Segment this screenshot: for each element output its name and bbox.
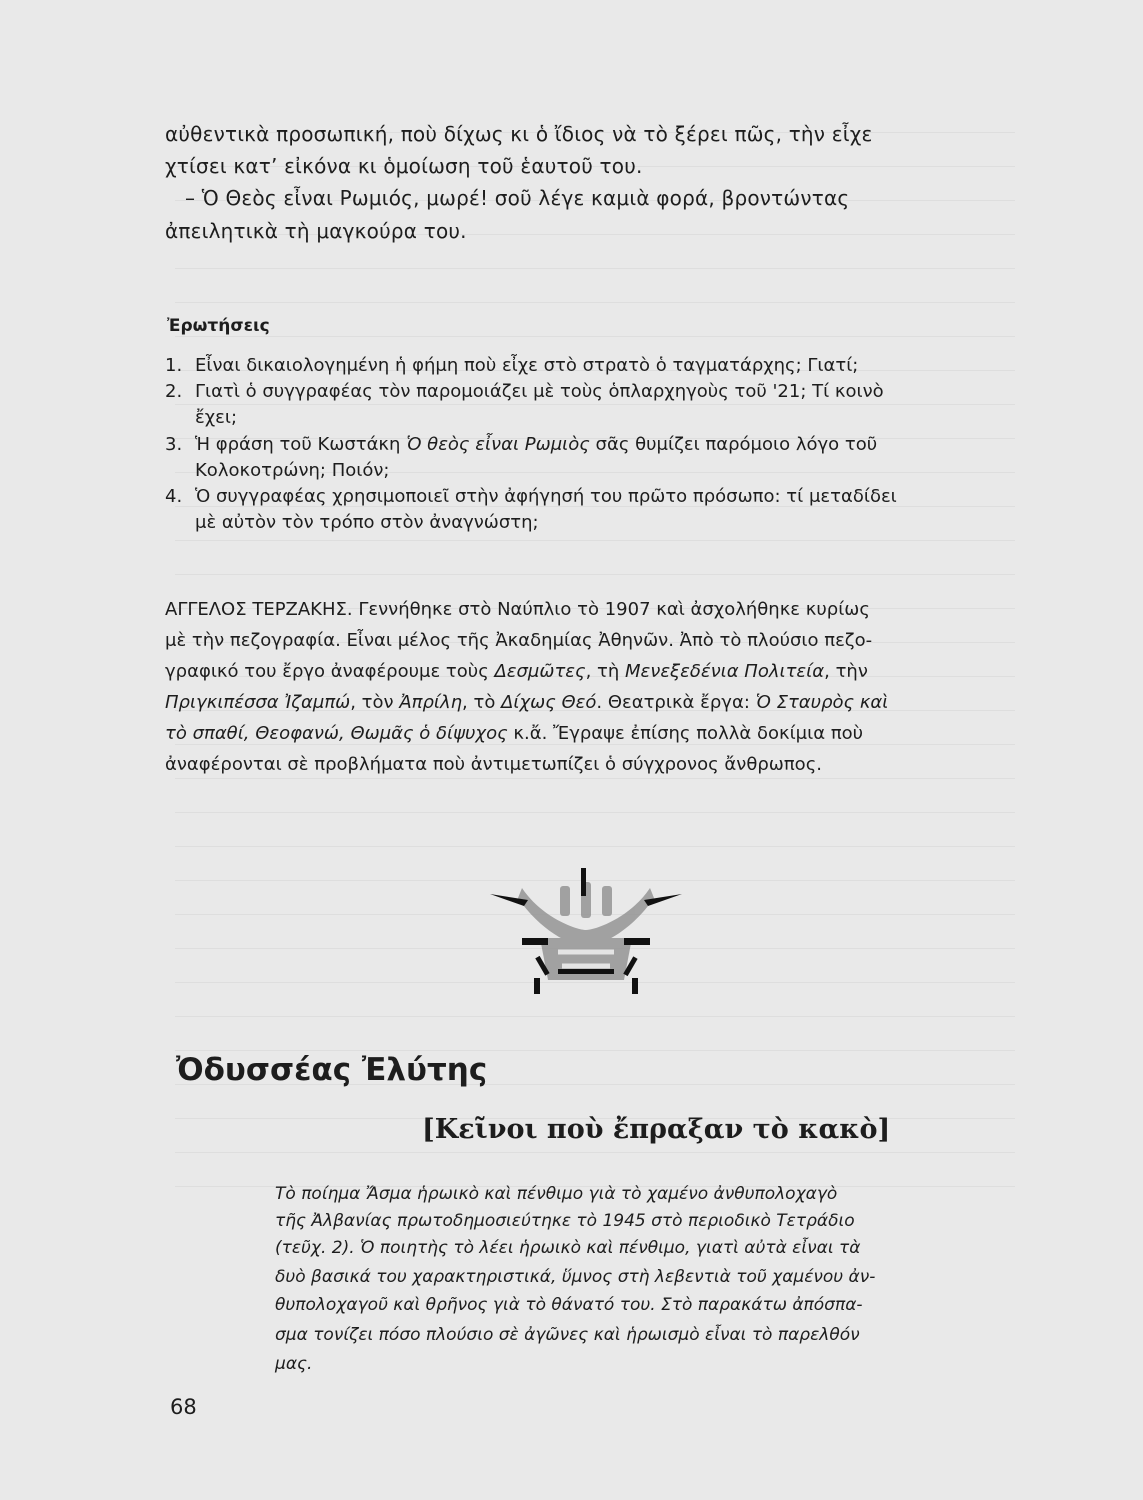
paragraph-line: – Ὁ Θεὸς εἶναι Ρωμιός, μωρέ! σοῦ λέγε καμιὰ φορά, βροντώντας <box>185 186 850 210</box>
book-title: τὸ σπαθί, Θεοφανώ, Θωμᾶς ὁ δίψυχος <box>165 723 508 744</box>
bio-line <box>165 718 863 749</box>
intro-line: τῆς Ἀλβανίας πρωτοδημοσιεύτηκε τὸ 1945 στὸ περιοδικὸ Τετράδιο <box>275 1211 855 1231</box>
bio-text: , τὴ <box>585 661 626 682</box>
bio-text: κ.ἄ. Ἔγραψε ἐπίσης πολλὰ δοκίμια ποὺ <box>507 723 864 744</box>
question-number: 2. <box>165 381 183 402</box>
bio-text: . Θεατρικὰ ἔργα: <box>596 692 756 713</box>
intro-line: μας. <box>275 1354 313 1374</box>
intro-line: (τεῦχ. 2). Ὁ ποιητὴς τὸ λέει ἡρωικὸ καὶ πένθιμο, γιατὶ αὐτὰ εἶναι τὰ <box>275 1238 861 1258</box>
question-number: 3. <box>165 434 183 455</box>
bio-text: γραφικό του ἔργο ἀναφέρουμε τοὺς <box>165 661 495 682</box>
question-1 <box>165 353 858 379</box>
bio-text: , τὸν <box>350 692 400 713</box>
book-title: Δεσμῶτες <box>494 661 586 682</box>
bio-text: , τὴν <box>824 661 868 682</box>
bio-line: μὲ τὴν πεζογραφία. Εἶναι μέλος τῆς Ἀκαδημίας Ἀθηνῶν. Ἀπὸ τὸ πλούσιο πεζο- <box>165 630 873 651</box>
book-title: Δίχως Θεό <box>501 692 597 713</box>
author-name: Ὀδυσσέας Ἐλύτης <box>176 1052 488 1088</box>
question-text: Ἡ φράση τοῦ Κωστάκη <box>195 434 407 455</box>
intro-line: δυὸ βασικά του χαρακτηριστικά, ὕμνος στὴ λεβεντιὰ τοῦ χαμένου ἀν- <box>275 1267 876 1287</box>
book-title: Μενεξεδένια Πολιτεία <box>625 661 825 682</box>
book-title: Ὁ Σταυρὸς καὶ <box>755 692 889 713</box>
poem-title: [Κεῖνοι ποὺ ἔπραξαν τὸ κακὸ] <box>422 1114 891 1145</box>
question-3-cont: Κολοκοτρώνη; Ποιόν; <box>195 460 390 481</box>
question-2-cont: ἔχει; <box>195 407 238 428</box>
question-text: σᾶς θυμίζει παρόμοιο λόγο τοῦ <box>589 434 878 455</box>
question-2 <box>165 379 884 405</box>
book-title: Ἀπρίλη <box>399 692 463 713</box>
paragraph-line: αὐθεντικὰ προσωπική, ποὺ δίχως κι ὁ ἴδιος νὰ τὸ ξέρει πῶς, τὴν εἶχε <box>165 122 873 146</box>
page-number: 68 <box>170 1395 197 1419</box>
question-text: Ὁ συγγραφέας χρησιμοποιεῖ στὴν ἀφήγησή του πρῶτο πρόσωπο: τί μεταδίδει <box>195 486 897 507</box>
intro-line: θυπολοχαγοῦ καὶ θρῆνος γιὰ τὸ θάνατό του. Στὸ παρακάτω ἀπόσπα- <box>275 1295 863 1315</box>
paragraph-line: χτίσει κατ’ εἰκόνα κι ὁμοίωση τοῦ ἑαυτοῦ του. <box>165 154 643 178</box>
intro-line: Τὸ ποίημα Ἄσμα ἡρωικὸ καὶ πένθιμο γιὰ τὸ χαμένο ἀνθυπολοχαγὸ <box>275 1184 838 1204</box>
question-3 <box>165 432 877 458</box>
decorative-emblem-icon <box>482 868 690 996</box>
bio-text: , τὸ <box>462 692 502 713</box>
questions-heading: Ἐρωτήσεις <box>167 316 270 336</box>
question-number: 4. <box>165 486 183 507</box>
bio-line: ἀναφέρονται σὲ προβλήματα ποὺ ἀντιμετωπίζει ὁ σύγχρονος ἄνθρωπος. <box>165 754 822 775</box>
question-text: Γιατὶ ὁ συγγραφέας τὸν παρομοιάζει μὲ τοὺς ὁπλαρχηγοὺς τοῦ '21; Τί κοινὸ <box>195 381 884 402</box>
question-4-cont: μὲ αὐτὸν τὸν τρόπο στὸν ἀναγνώστη; <box>195 512 539 533</box>
bio-line: ΑΓΓΕΛΟΣ ΤΕΡΖΑΚΗΣ. Γεννήθηκε στὸ Ναύπλιο τὸ 1907 καὶ ἀσχολήθηκε κυρίως <box>165 599 870 620</box>
question-number: 1. <box>165 355 183 376</box>
bio-line <box>165 656 868 687</box>
paragraph-line: ἀπειλητικὰ τὴ μαγκούρα του. <box>165 219 467 243</box>
intro-line: σμα τονίζει πόσο πλούσιο σὲ ἀγῶνες καὶ ἡρωισμὸ εἶναι τὸ παρελθόν <box>275 1325 860 1345</box>
question-text: Εἶναι δικαιολογημένη ἡ φήμη ποὺ εἶχε στὸ στρατὸ ὁ ταγματάρχης; Γιατί; <box>195 355 859 376</box>
question-4 <box>165 484 897 510</box>
question-quote: Ὁ θεὸς εἶναι Ρωμιὸς <box>406 434 590 455</box>
book-title: Πριγκιπέσσα Ἰζαμπώ <box>165 692 351 713</box>
bio-line <box>165 687 888 718</box>
